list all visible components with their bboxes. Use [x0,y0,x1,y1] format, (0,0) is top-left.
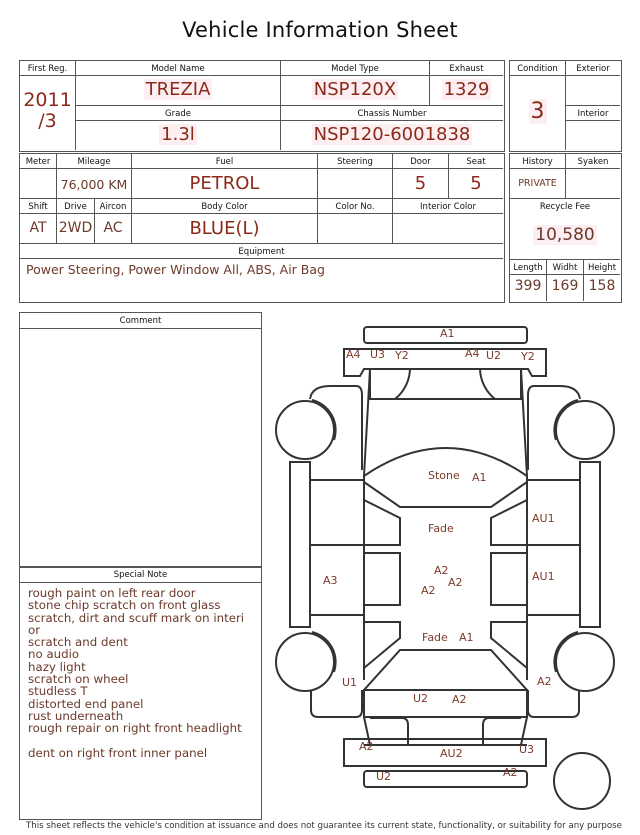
mark-rear-bumper-center: AU2 [440,747,463,760]
special-note-line: scratch, dirt and scuff mark on interi [28,610,245,625]
front-left-wheel [276,401,334,459]
mileage-value: 76,000 KM [60,177,128,192]
damage-marks [323,327,555,783]
left-door-lines [310,480,364,615]
mark-front-bumper-right-u: U2 [486,349,502,362]
left-quarter-window [364,622,400,668]
body-color-value: BLUE(L) [189,218,260,239]
mark-rear-glass-1: Fade [422,631,448,644]
mark-right-front-door: AU1 [532,512,555,525]
mark-left-rear-fender: U1 [342,676,358,689]
windshield-bottom [364,482,527,507]
exhaust-label: Exhaust [449,64,484,74]
model-type-value: NSP120X [313,79,397,100]
left-rear-window [364,553,400,605]
right-side-sill [580,462,600,627]
exterior-label: Exterior [576,64,610,74]
door-value: 5 [414,173,427,194]
special-note-line: distorted end panel [28,696,144,711]
rear-right-wheel [556,633,614,691]
equipment-value: Power Steering, Power Window All, ABS, Air Bag [26,262,325,277]
rear-glass [364,650,527,690]
special-note-line: scratch and dent [28,635,128,650]
mark-roof-front: Fade [428,522,454,535]
body-color-label: Body Color [201,202,248,212]
model-type-label: Model Type [331,64,379,74]
mark-front-bumper-right-y: Y2 [521,350,535,363]
mark-rear-bumper-left: A2 [359,740,374,753]
rear-right-fender [528,690,579,717]
door-label: Door [410,157,431,167]
special-note-line: or [28,622,41,637]
model-name-value: TREZIA [145,79,211,100]
condition-value: 3 [530,99,545,124]
height-label: Height [587,263,617,273]
mark-roof-2: A2 [448,576,463,589]
first-reg-year: 2011 [23,89,72,111]
special-note-line: studless T [28,684,88,699]
meter-label: Meter [25,157,51,167]
fuel-label: Fuel [215,157,234,167]
right-front-window [491,500,527,545]
mark-roof-3: A2 [421,584,436,597]
condition-label: Condition [517,64,558,74]
disclaimer-footer: This sheet reflects the vehicle's condition at issuance and does not guarantee its current state, functionality, or suitability for any purpose [26,821,622,831]
mark-front-bumper-right-a: A4 [465,347,480,360]
shift-value: AT [29,220,47,236]
hood [370,369,521,399]
steering-label: Steering [337,157,373,167]
fuel-value: PETROL [189,173,260,194]
special-note-label: Special Note [113,570,168,580]
chassis-number-value: NSP120-6001838 [313,124,471,145]
mark-right-rear-fender: A2 [537,675,552,688]
grade-value: 1.3l [161,124,195,145]
mark-tailgate-1: U2 [413,692,429,705]
mileage-label: Mileage [77,157,111,167]
syaken-label: Syaken [577,157,609,167]
right-rear-window [491,553,527,605]
width-label: Widht [552,263,578,273]
mark-rear-lower-right: A2 [503,766,518,779]
mark-rear-bumper-right: U3 [519,743,535,756]
equipment-label: Equipment [238,247,285,257]
mark-right-rear-door: AU1 [532,570,555,583]
mark-windshield-2: A1 [472,471,487,484]
model-name-label: Model Name [151,64,205,74]
mark-windshield-1: Stone [428,469,460,482]
width-value: 169 [551,278,579,294]
left-front-window [364,500,400,545]
special-note-line: rust underneath [28,708,124,723]
special-note-line: no audio [28,647,80,662]
chassis-number-label: Chassis Number [357,109,427,119]
shift-label: Shift [28,202,48,212]
history-label: History [522,157,553,167]
recycle-fee-value: 10,580 [535,225,595,245]
rear-left-fender [311,690,362,717]
rear-left-wheel [276,633,334,691]
right-headlight [480,369,495,399]
history-value: PRIVATE [518,178,557,189]
special-note-line: rough repair on right front headlight [28,721,242,736]
special-note-line: scratch on wheel [28,672,129,687]
first-reg-label: First Reg. [27,64,68,74]
length-value: 399 [514,278,542,294]
right-door-lines [527,480,580,615]
mark-tailgate-2: A2 [452,693,467,706]
grade-label: Grade [165,109,191,119]
length-label: Length [513,263,543,273]
seat-label: Seat [466,157,486,167]
spare-tire [554,753,610,809]
special-note-line: hazy light [28,659,86,674]
left-side-sill [290,462,310,627]
comment-label: Comment [119,316,162,326]
left-headlight [395,369,410,399]
height-value: 158 [588,278,616,294]
mark-front-bumper-left-a: A4 [346,348,361,361]
tailgate [364,690,527,717]
right-quarter-window [491,622,527,668]
seat-value: 5 [470,173,482,194]
exhaust-value: 1329 [443,79,490,100]
drive-label: Drive [64,202,87,212]
aircon-label: Aircon [99,202,127,212]
mark-left-rear-door: A3 [323,574,338,587]
rear-lights [370,718,521,745]
interior-label: Interior [577,109,609,119]
interior-color-label: Interior Color [420,202,476,212]
mark-rear-lower-left: U2 [376,770,392,783]
mark-rear-glass-2: A1 [459,631,474,644]
aircon-value: AC [103,220,123,236]
special-note-line: rough paint on left rear door [28,586,196,600]
mark-front-bumper-left-u: U3 [370,348,386,361]
mark-front-bumper-top: A1 [440,327,455,340]
mark-front-bumper-left-y: Y2 [395,349,409,362]
front-right-wheel [556,401,614,459]
a-pillars [364,369,527,476]
special-note-line: dent on right front inner panel [28,745,208,760]
mark-roof-1: A2 [434,564,449,577]
color-no-label: Color No. [335,202,375,212]
drive-value: 2WD [58,220,93,236]
first-reg-month: /3 [38,110,57,132]
page-title: Vehicle Information Sheet [182,18,458,42]
special-note-line: stone chip scratch on front glass [28,598,221,613]
recycle-fee-label: Recycle Fee [539,202,591,212]
rear-pillars [364,717,527,745]
